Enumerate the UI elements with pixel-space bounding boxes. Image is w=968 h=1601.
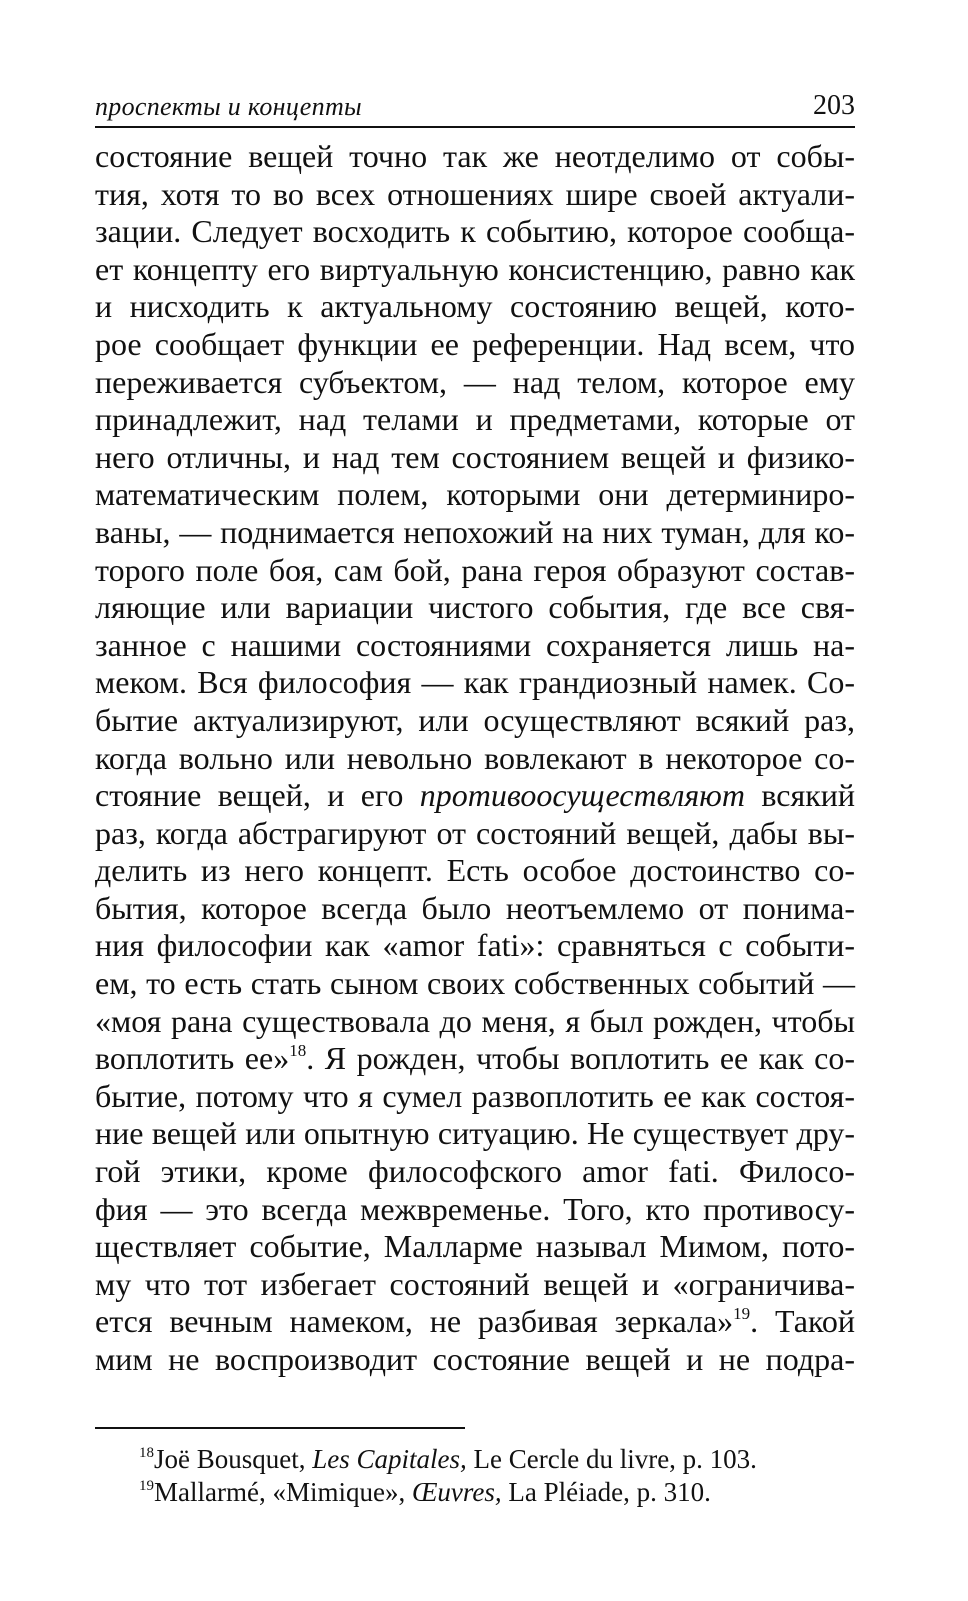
text-line bbox=[95, 1303, 855, 1341]
text-line: «моя рана существовала до меня, я был рожден, чтобы bbox=[95, 1002, 855, 1039]
text-line: торого поле боя, сам бой, рана героя образуют состав- bbox=[95, 551, 855, 588]
book-page bbox=[95, 82, 855, 1509]
text-line: ляющие или вариации чистого события, где все свя- bbox=[95, 589, 855, 626]
text-line: мим не воспроизводит состояние вещей и не подра- bbox=[95, 1341, 855, 1377]
text-line bbox=[95, 777, 855, 815]
text-line: рое сообщает функции ее референции. Над всем, что bbox=[95, 325, 855, 362]
text-line: гой этики, кроме философского amor fati. Филосо- bbox=[95, 1153, 855, 1190]
footnote-rest: La Pléiade, p. 310. bbox=[501, 1476, 711, 1507]
footnote-author: Joë Bousquet, bbox=[154, 1443, 313, 1474]
text-line: зации. Следует восходить к событию, которое сообща- bbox=[95, 213, 855, 250]
footnote-divider bbox=[95, 1427, 465, 1429]
text-line: математическим полем, которыми они детерминиро- bbox=[95, 476, 855, 513]
text-segment: всякий bbox=[744, 777, 856, 814]
footnote-title: Les Capitales, bbox=[312, 1443, 467, 1474]
text-line: делить из него концепт. Есть особое достоинство со- bbox=[95, 852, 855, 889]
page-number: 203 bbox=[813, 90, 855, 121]
text-line: принадлежит, над телами и предметами, которые от bbox=[95, 401, 855, 438]
text-segment: стояние вещей, и его bbox=[95, 777, 420, 814]
footnote-author: Mallarmé, «Mimique», bbox=[154, 1476, 412, 1507]
text-line: переживается субъектом, — над телом, которое ему bbox=[95, 363, 855, 400]
text-segment: воплотить ее» bbox=[95, 1040, 290, 1077]
text-line: му что тот избегает состояний вещей и «ограничива- bbox=[95, 1265, 855, 1302]
text-line: ваны, — поднимается непохожий на них туман, для ко- bbox=[95, 513, 855, 550]
text-line: фия — это всегда межвременье. Того, кто противосу- bbox=[95, 1190, 855, 1227]
body-text bbox=[95, 138, 855, 1379]
text-line: и нисходить к актуальному состоянию вещей, кото- bbox=[95, 288, 855, 325]
footnote-18 bbox=[139, 1443, 855, 1476]
text-line: раз, когда абстрагируют от состояний вещей, дабы вы- bbox=[95, 814, 855, 851]
running-header bbox=[95, 82, 855, 128]
text-line: бытия, которое всегда было неотъемлемо от понима- bbox=[95, 889, 855, 926]
text-line: ществляет событие, Малларме называл Мимом, пото- bbox=[95, 1228, 855, 1265]
text-line: меком. Вся философия — как грандиозный намек. Со- bbox=[95, 664, 855, 701]
footnote-rest: Le Cercle du livre, p. 103. bbox=[466, 1443, 757, 1474]
footnote-title: Œuvres, bbox=[411, 1476, 502, 1507]
text-segment: ется вечным намеком, не разбивая зеркала» bbox=[95, 1303, 734, 1340]
text-line: ние вещей или опытную ситуацию. Не существует дру- bbox=[95, 1115, 855, 1152]
text-line: ния философии как «amor fati»: сравняться с событи- bbox=[95, 927, 855, 964]
text-line: него отличны, и над тем состоянием вещей и физико- bbox=[95, 438, 855, 475]
running-title: проспекты и концепты bbox=[95, 92, 362, 121]
text-segment: . Такой bbox=[750, 1303, 856, 1340]
footnote-ref-19[interactable]: 19 bbox=[733, 1304, 751, 1324]
text-segment: . Я рожден, чтобы воплотить ее как со- bbox=[306, 1040, 856, 1077]
emphasized-term: противоосуществляют bbox=[419, 777, 745, 814]
footnote-19 bbox=[139, 1476, 855, 1509]
text-line: состояние вещей точно так же неотделимо от собы- bbox=[95, 138, 855, 174]
text-line: когда вольно или невольно вовлекают в некоторое со- bbox=[95, 739, 855, 776]
footnote-number: 18 bbox=[139, 1444, 154, 1461]
text-line: ем, то есть стать сыном своих собственных событий — bbox=[95, 965, 855, 1002]
text-line: бытие, потому что я сумел развоплотить ее как состоя- bbox=[95, 1077, 855, 1114]
text-line bbox=[95, 1040, 855, 1078]
footnote-number: 19 bbox=[139, 1477, 154, 1494]
text-line: тия, хотя то во всех отношениях шире своей актуали- bbox=[95, 175, 855, 212]
footnote-ref-18[interactable]: 18 bbox=[289, 1041, 307, 1061]
footnotes bbox=[95, 1443, 855, 1509]
text-line: занное с нашими состояниями сохраняется лишь на- bbox=[95, 626, 855, 663]
text-line: ет концепту его виртуальную консистенцию, равно как bbox=[95, 250, 855, 287]
text-line: бытие актуализируют, или осуществляют всякий раз, bbox=[95, 701, 855, 738]
